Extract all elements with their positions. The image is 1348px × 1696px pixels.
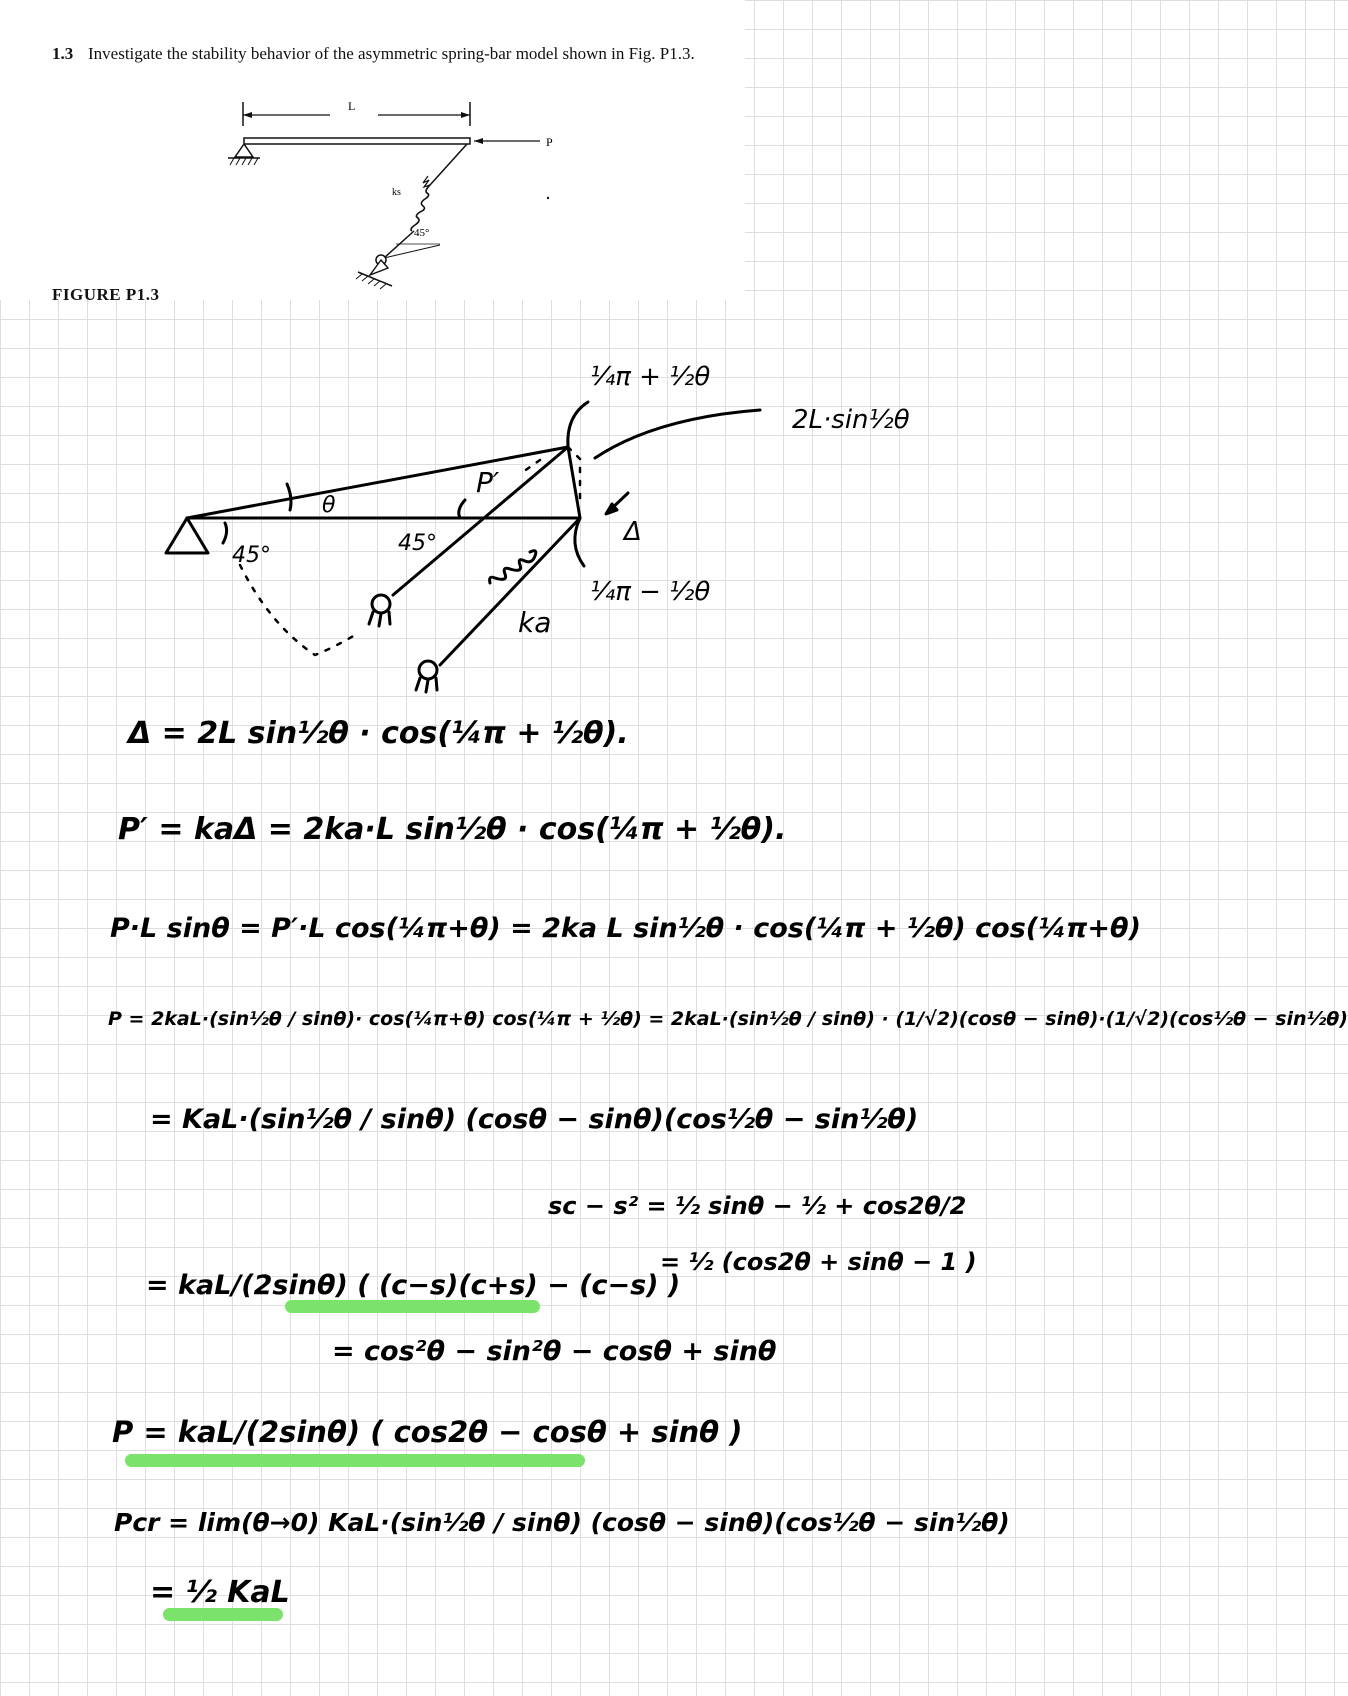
problem-statement: Investigate the stability behavior of the asymmetric spring-bar model shown in Fig. P1.3. [88, 44, 695, 63]
support-angle-label: 45° [232, 543, 271, 568]
spring-label: ka [518, 606, 552, 639]
equation-p-final: P = kaL/(2sinθ) ( cos2θ − cosθ + sinθ ) [112, 1415, 743, 1449]
equation-critical-result: = ½ KaL [150, 1575, 290, 1610]
spring-force-label: P′ [476, 466, 500, 499]
delta-label: Δ [624, 517, 642, 547]
side-note-2: = ½ (cos2θ + sinθ − 1 ) [660, 1248, 977, 1276]
equation-delta: Δ = 2L sin½θ · cos(¼π + ½θ). [128, 716, 629, 751]
highlight-p-final [125, 1454, 585, 1467]
problem-number: 1.3 [52, 44, 74, 63]
equation-critical-limit: Pcr = lim(θ→0) KaL·(sin½θ / sinθ) (cosθ − sinθ)(cos½θ − sin½θ) [114, 1508, 1010, 1537]
length-label: L [348, 99, 356, 113]
load-label: P [546, 135, 553, 149]
spring-angle-label: 45° [414, 227, 430, 239]
equation-p-expanded: P = 2kaL·(sin½θ / sinθ)· cos(¼π+θ) cos(¼π + ½θ) = 2kaL·(sin½θ / sinθ) · (1/√2)(cosθ − sinθ)·(1/√2)(cos½θ − sin½θ) [108, 1008, 1348, 1030]
theta-label: θ [322, 493, 336, 518]
spring-stiffness-label: ks [392, 187, 401, 198]
chord-label: 2L·sin½θ [792, 405, 910, 435]
bar-angle-label: 45° [398, 531, 437, 556]
handwritten-sketch [0, 0, 1200, 720]
side-note-1: sc − s² = ½ sinθ − ½ + cos2θ/2 [548, 1192, 967, 1220]
equation-expand: = cos²θ − sin²θ − cosθ + sinθ [332, 1336, 777, 1367]
equation-p-simplified: = KaL·(sin½θ / sinθ) (cosθ − sinθ)(cos½θ − sin½θ) [150, 1104, 919, 1135]
equation-spring-force: P′ = kaΔ = 2ka·L sin½θ · cos(¼π + ½θ). [118, 812, 787, 847]
figure-caption: FIGURE P1.3 [52, 285, 160, 304]
highlight-bracket [285, 1300, 540, 1313]
top-angle-label: ¼π + ½θ [590, 362, 711, 392]
lower-angle-label: ¼π − ½θ [590, 577, 711, 607]
equation-moment: P·L sinθ = P′·L cos(¼π+θ) = 2ka L sin½θ · cos(¼π + ½θ) cos(¼π+θ) [110, 913, 1141, 944]
equation-bracket-form: = kaL/(2sinθ) ( (c−s)(c+s) − (c−s) ) [146, 1270, 681, 1301]
